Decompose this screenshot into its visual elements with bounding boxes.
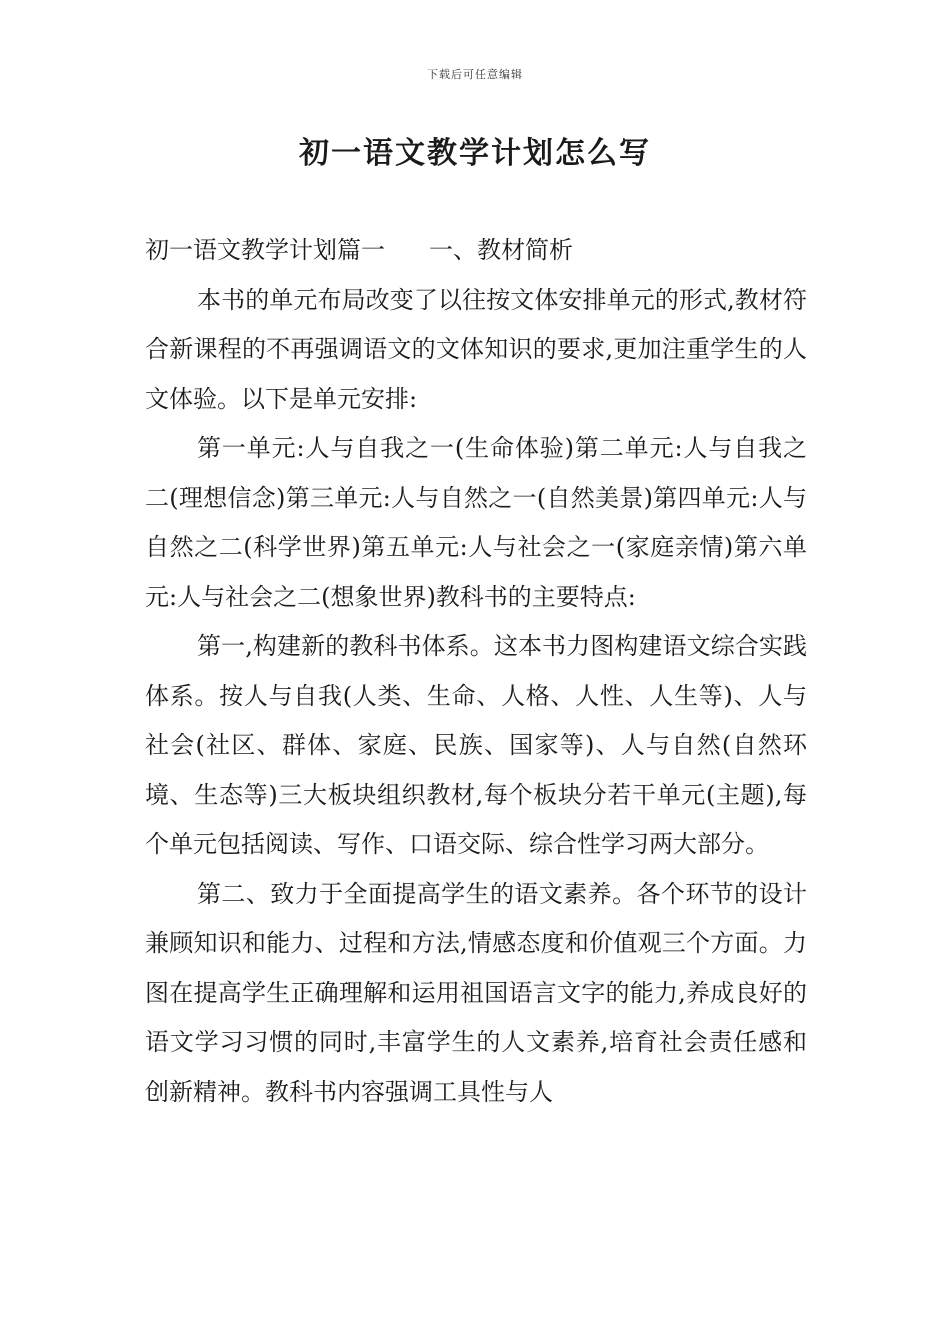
section-heading-line — [145, 226, 807, 276]
section-heading: 一、教材简析 — [429, 236, 573, 264]
paragraph-feature-one: 第一,构建新的教科书体系。这本书力图构建语文综合实践体系。按人与自我(人类、生命、人格、人性、人生等)、人与社会(社区、群体、家庭、民族、国家等)、人与自然(自然环境、生态等)三大板块组织教材,每个板块分若干单元(主题),每个单元包括阅读、写作、口语交际、综合性学习两大部分。 — [145, 632, 807, 858]
document-body — [145, 226, 807, 1117]
paragraph-feature-two: 第二、致力于全面提高学生的语文素养。各个环节的设计兼顾知识和能力、过程和方法,情感态度和价值观三个方面。力图在提高学生正确理解和运用祖国语言文字的能力,养成良好的语文学习习惯的同时,丰富学生的人文素养,培育社会责任感和创新精神。教科书内容强调工具性与人 — [145, 879, 807, 1106]
paragraph-intro: 本书的单元布局改变了以往按文体安排单元的形式,教材符合新课程的不再强调语文的文体知识的要求,更加注重学生的人文体验。以下是单元安排: — [145, 285, 807, 413]
plan-label: 初一语文教学计划篇一 — [145, 236, 385, 264]
paragraph-units: 第一单元:人与自我之一(生命体验)第二单元:人与自我之二(理想信念)第三单元:人与自然之一(自然美景)第四单元:人与自然之二(科学世界)第五单元:人与社会之一(家庭亲情)第六单元:人与社会之二(想象世界)教科书的主要特点: — [145, 434, 807, 611]
document-title: 初一语文教学计划怎么写 — [299, 136, 651, 171]
header-note: 下载后可任意编辑 — [427, 68, 523, 81]
